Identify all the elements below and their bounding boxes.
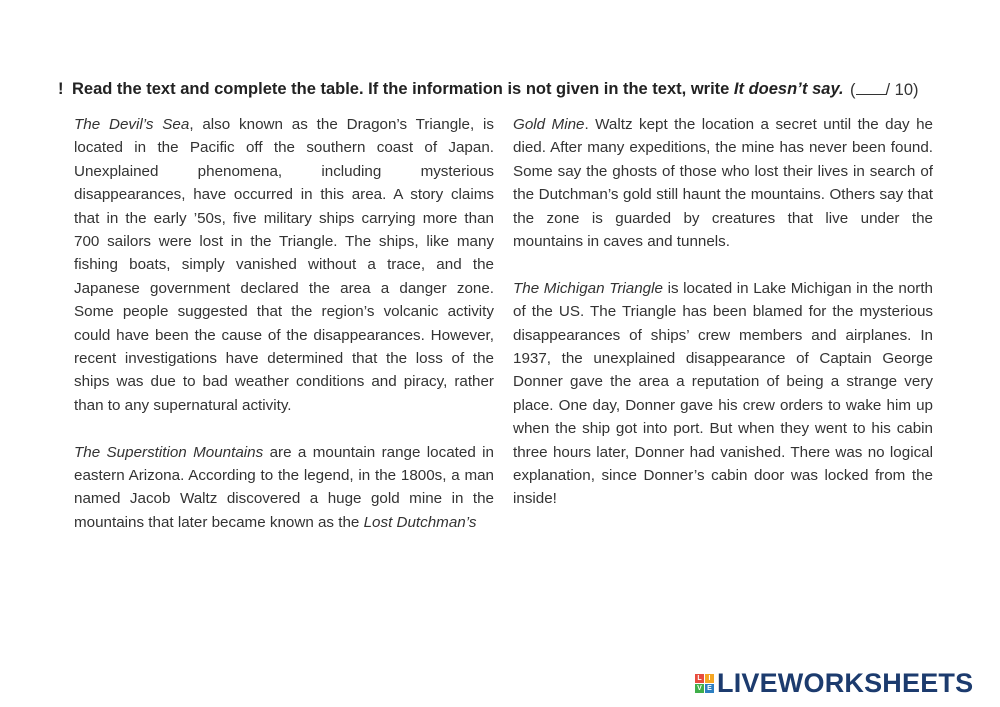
logo-mark-v: V (695, 684, 704, 693)
gold-mine-text: . Waltz kept the location a secret until the day he died. After many expeditions, the mine has never been found. Some say the ghosts of those who lost their lives in search of the Dutchman’s gold still haunt the mountains. Others say that the zone is guarded by creatures that live under the mountains in caves and tunnels. (513, 116, 933, 251)
right-text-column (513, 113, 933, 534)
gold-mine-paragraph (513, 113, 933, 253)
superstition-mountains-paragraph (74, 441, 494, 535)
instruction-text: Read the text and complete the table. If the information is not given in the text, write (72, 80, 734, 98)
michigan-triangle-title: The Michigan Triangle (513, 279, 663, 297)
michigan-triangle-paragraph (513, 277, 933, 511)
logo-mark-e: E (705, 684, 714, 693)
gold-mine-italic: Gold Mine (513, 116, 585, 133)
logo-text: LIVEWORKSHEETS (717, 668, 974, 698)
score-blank (856, 80, 886, 95)
superstition-mountains-title: The Superstition Mountains (74, 443, 264, 461)
logo-mark-i: I (705, 674, 714, 683)
superstition-mountains-text: are a mountain range located in eastern Arizona. According to the legend, in the 1800s, a man named Jacob Waltz discovered a huge gold mine in the mountains that later became known as the (74, 443, 494, 531)
score-suffix: / 10) (885, 81, 919, 99)
logo-mark-l: L (695, 674, 704, 683)
instruction-emphasis: It doesn’t say. (733, 80, 844, 98)
left-text-column (74, 113, 494, 558)
devils-sea-paragraph (74, 113, 494, 417)
michigan-triangle-text: is located in Lake Michigan in the north of the US. The Triangle has been blamed for the mysterious disappearances of ships’ crew members and airplanes. In 1937, the unexplained disappearance of Captain George Donner gave the area a reputation of being a strange very place. One day, Donner gave his crew orders to wake him up when the ship got into port. But when they went to his cabin three hours later, Donner had vanished. There was no logical explanation, since Donner’s cabin door was locked from the inside! (513, 279, 933, 508)
devils-sea-text: , also known as the Dragon’s Triangle, is located in the Pacific off the southern coast of Japan. Unexplained phenomena, including mysterious disappearances, have occurred in this area. A story claims that in the early ’50s, five military ships carrying more than 700 sailors were lost in the Triangle. The ships, like many fishing boats, simply vanished without a trace, and the Japanese government declared the area a danger zone. Some people suggested that the region’s volcanic activity could have been the cause of the disappearances. However, recent investigations have determined that the loss of the ships was due to bad weather conditions and piracy, rather than to any supernatural activity. (74, 116, 494, 414)
devils-sea-title: The Devil’s Sea (74, 116, 190, 133)
exclamation-marker: ! (58, 80, 64, 98)
lost-dutchmans-italic: Lost Dutchman’s (363, 513, 477, 531)
score-box (850, 80, 919, 100)
liveworksheets-logo[interactable] (695, 668, 973, 699)
instruction-line (58, 80, 938, 99)
score-prefix: ( (850, 81, 856, 99)
logo-mark-icon (695, 674, 714, 693)
